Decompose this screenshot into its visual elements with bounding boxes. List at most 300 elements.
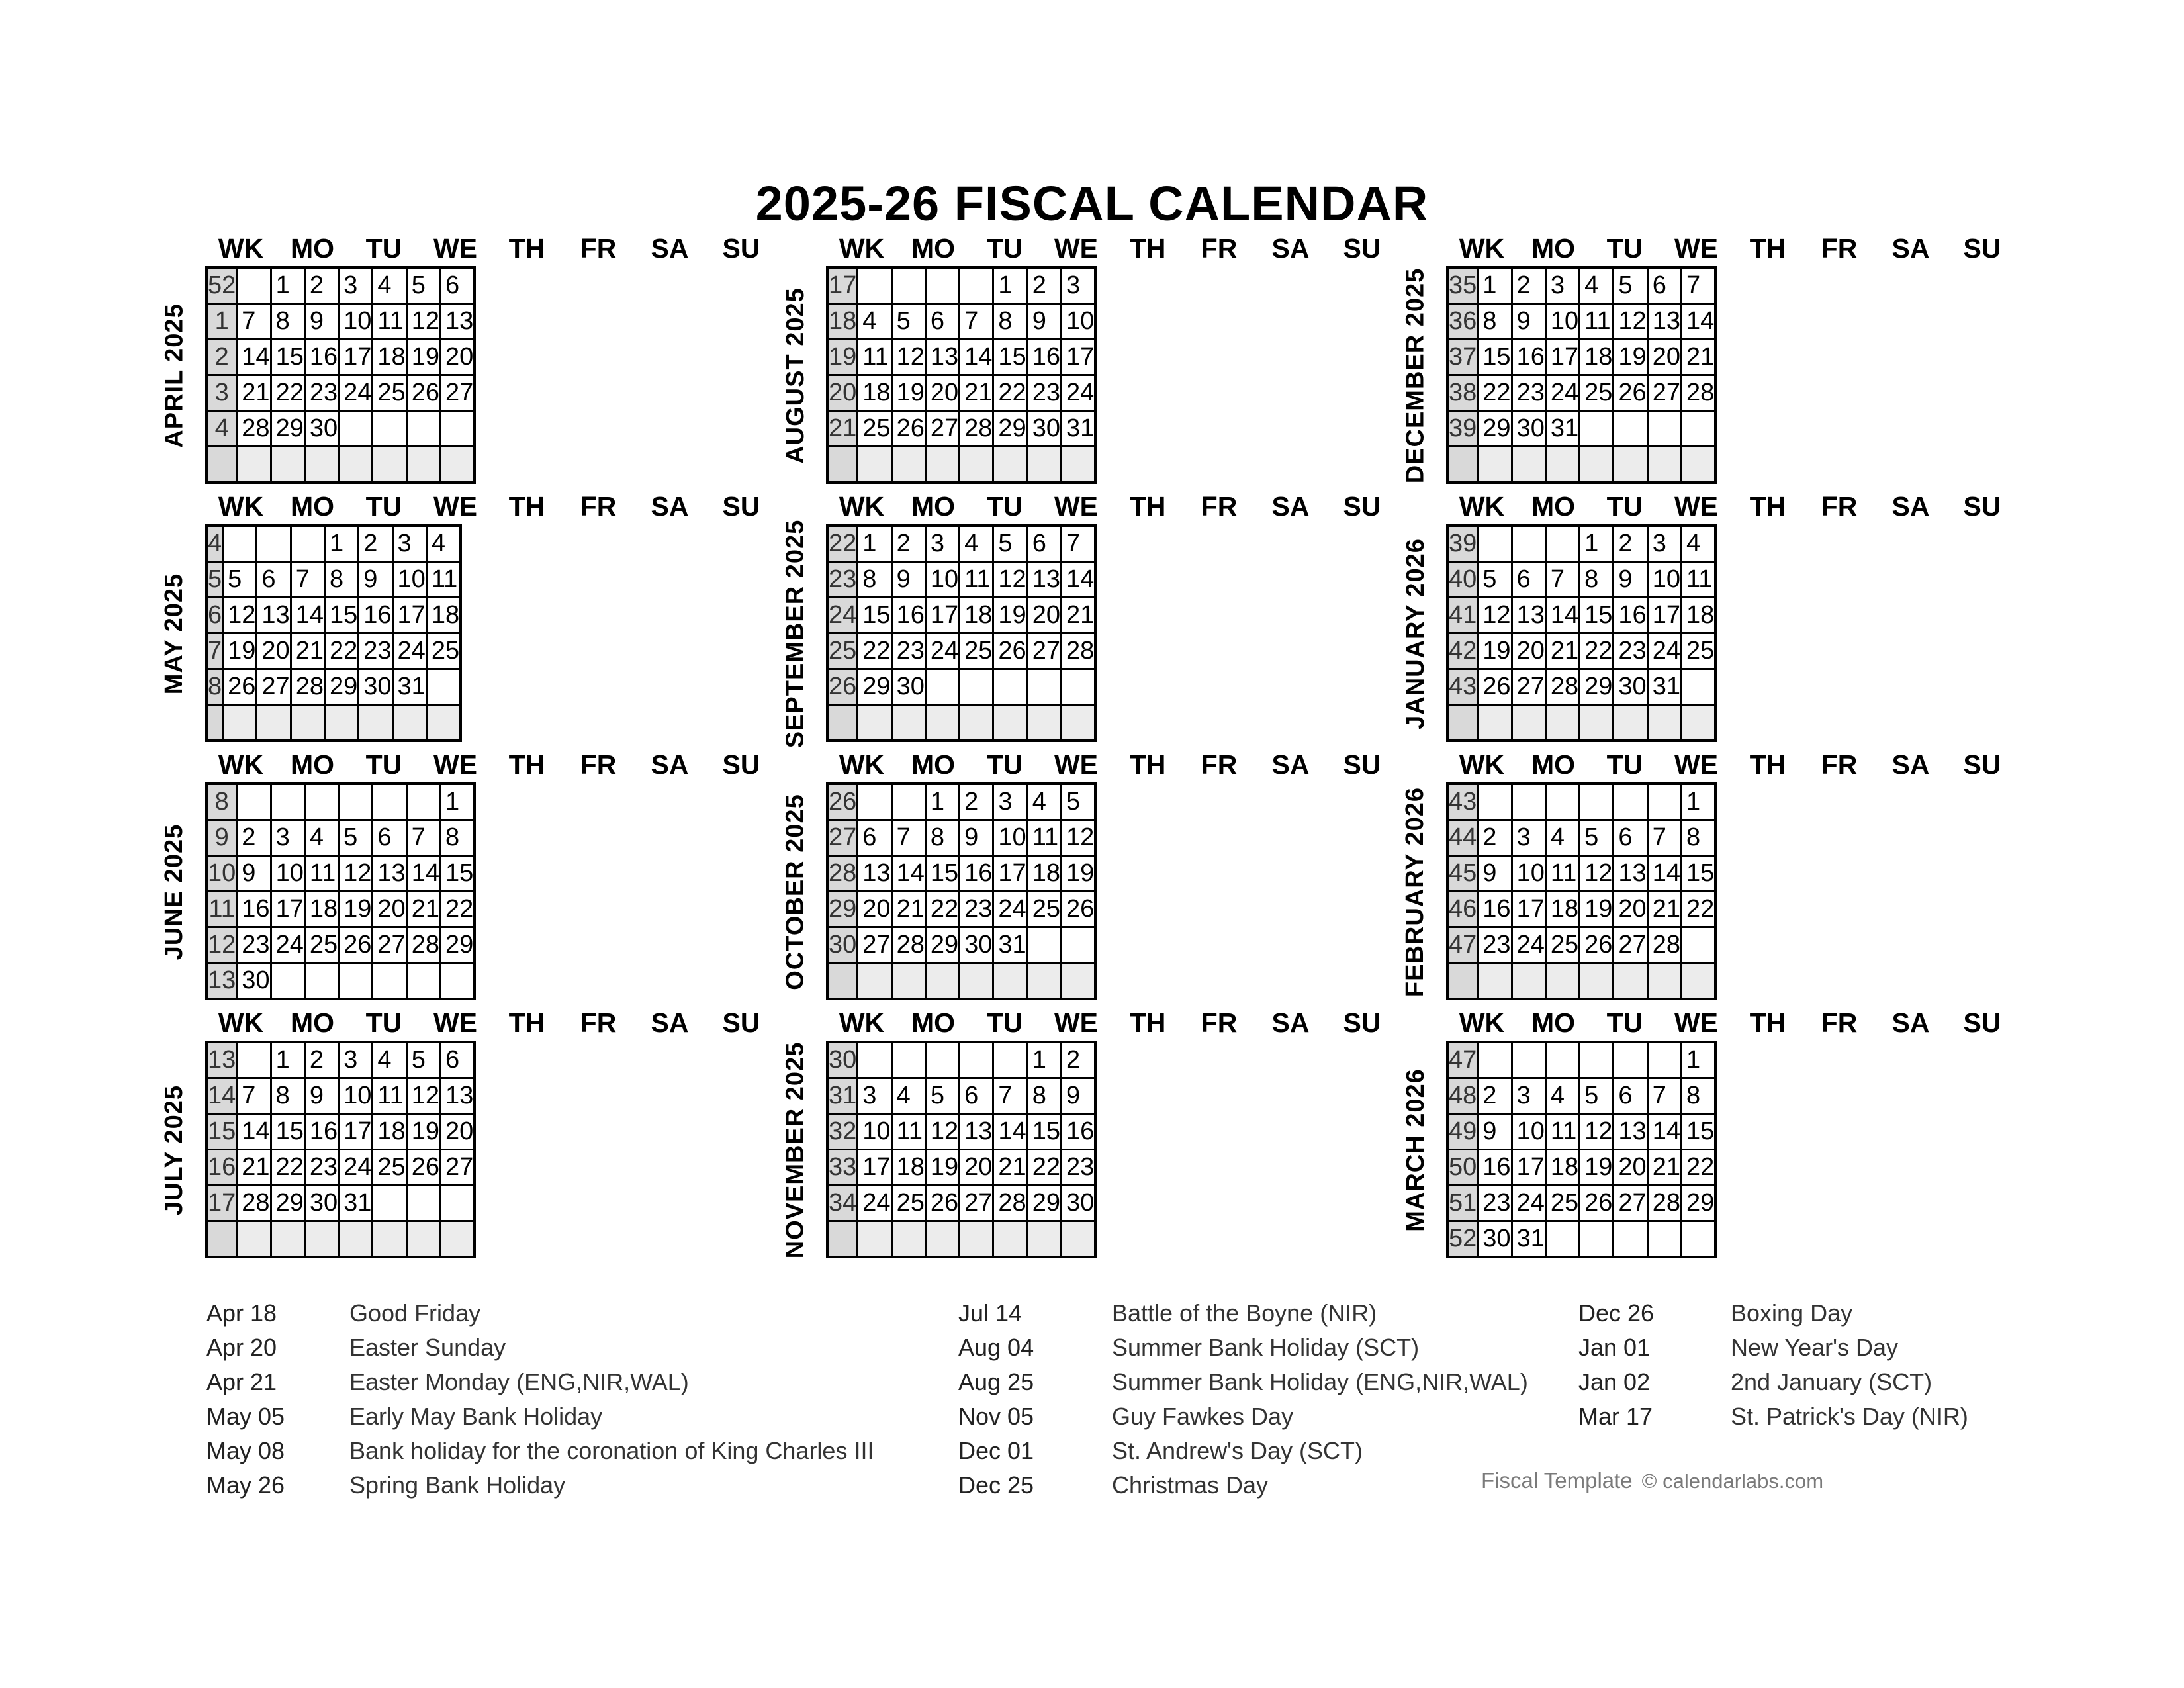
day-cell: 22 [993,375,1027,411]
day-cell [1614,1042,1647,1078]
day-cell: 28 [891,927,925,963]
day-cell [891,784,925,820]
day-cell: 30 [960,927,993,963]
day-cell: 28 [237,1186,271,1221]
week-number: 43 [1447,669,1478,705]
day-cell: 21 [1647,1150,1681,1186]
day-cell: 17 [1061,340,1095,375]
day-cell [993,1042,1027,1078]
month-table [1446,524,1717,742]
weekday-header: WE [433,749,478,780]
day-cell [426,669,461,705]
day-cell: 23 [891,633,925,669]
holiday-row [1578,1296,1968,1331]
day-cell: 10 [392,562,426,598]
day-cell: 20 [858,892,891,927]
day-cell: 3 [271,820,304,856]
day-cell: 1 [925,784,959,820]
day-cell: 15 [1027,1114,1061,1150]
weekday-header: WK [839,749,885,780]
week-row [1447,1150,1715,1186]
day-cell [1478,963,1512,1000]
day-cell: 31 [1647,669,1681,705]
day-cell [925,963,959,1000]
footer-template-label: Fiscal Template [1481,1468,1633,1493]
weekday-header: TH [1749,233,1786,263]
page-title: 2025-26 FISCAL CALENDAR [755,176,1429,231]
week-row [1447,705,1715,741]
month-table [826,782,1097,1000]
weekday-header-row [205,1006,777,1039]
month-label-wrapper [1396,524,1435,743]
weekday-header: TU [365,749,402,780]
day-cell: 19 [1061,856,1095,892]
day-cell: 11 [1545,1114,1579,1150]
week-number: 43 [1447,784,1478,820]
day-cell: 9 [891,562,925,598]
day-cell: 18 [858,375,891,411]
weekday-header: TU [365,233,402,263]
weekday-header: SA [1271,491,1310,522]
day-cell: 16 [1478,1150,1512,1186]
week-number: 9 [206,820,237,856]
day-cell [1580,411,1614,447]
day-cell: 8 [1681,1078,1715,1114]
holiday-name: Bank holiday for the coronation of King Charles III [349,1437,874,1464]
day-cell: 13 [1614,856,1647,892]
day-cell [960,447,993,483]
day-cell: 17 [1512,892,1545,927]
weekday-header-row [205,232,777,265]
day-cell: 30 [1614,669,1647,705]
day-cell: 22 [925,892,959,927]
weekday-header: FR [1821,749,1858,780]
week-number [206,447,237,483]
day-cell: 17 [339,1114,373,1150]
holiday-row [958,1296,1528,1331]
weekday-header: MO [290,233,335,263]
holiday-row [958,1468,1528,1503]
day-cell: 22 [271,1150,304,1186]
day-cell [1027,705,1061,741]
day-cell: 6 [1614,1078,1647,1114]
day-cell: 18 [1027,856,1061,892]
day-cell: 12 [223,598,257,633]
holiday-row [1578,1399,1968,1434]
day-cell [1614,411,1647,447]
day-cell [440,411,475,447]
weekday-header: SA [1271,233,1310,263]
day-cell: 1 [1681,784,1715,820]
day-cell: 22 [858,633,891,669]
day-cell [925,1042,959,1078]
week-row [206,447,475,483]
week-number: 12 [206,927,237,963]
weekday-header: WK [839,233,885,263]
day-cell [1681,705,1715,741]
holiday-row [206,1331,874,1365]
day-cell [1512,784,1545,820]
day-cell: 1 [1580,526,1614,562]
day-cell: 26 [993,633,1027,669]
holiday-row [958,1365,1528,1399]
day-cell: 17 [339,340,373,375]
weekday-header: SU [1343,1008,1381,1038]
day-cell: 29 [993,411,1027,447]
weekday-header: SA [651,233,689,263]
week-row [206,1114,475,1150]
day-cell [440,1221,475,1258]
day-cell: 7 [1061,526,1095,562]
week-row [206,963,475,1000]
day-cell: 13 [925,340,959,375]
weekday-header: TU [1606,233,1643,263]
week-row [827,447,1095,483]
day-cell: 29 [1580,669,1614,705]
holiday-date: May 08 [206,1437,285,1464]
day-cell: 3 [993,784,1027,820]
holiday-name: Battle of the Boyne (NIR) [1112,1299,1377,1327]
day-cell: 1 [324,526,358,562]
week-number: 5 [206,562,223,598]
weekday-header: WE [1054,233,1099,263]
holiday-name: Guy Fawkes Day [1112,1403,1294,1430]
day-cell: 5 [1061,784,1095,820]
day-cell: 26 [406,1150,440,1186]
holiday-row [206,1468,874,1503]
day-cell: 27 [1512,669,1545,705]
holiday-date: Mar 17 [1578,1403,1653,1430]
day-cell [1614,784,1647,820]
day-cell: 26 [1580,927,1614,963]
month-table [826,1041,1097,1258]
day-cell [1580,1221,1614,1258]
day-cell: 29 [925,927,959,963]
day-cell: 12 [406,1078,440,1114]
weekday-header-row [1446,1006,2018,1039]
day-cell: 17 [858,1150,891,1186]
day-cell: 19 [891,375,925,411]
day-cell: 5 [406,1042,440,1078]
day-cell: 14 [993,1114,1027,1150]
week-row [206,1150,475,1186]
day-cell [1061,705,1095,741]
day-cell: 7 [1545,562,1579,598]
weekday-header-row [826,232,1398,265]
day-cell [993,1221,1027,1258]
day-cell: 18 [373,340,406,375]
footer [1481,1468,1823,1493]
weekday-header: FR [1821,1008,1858,1038]
day-cell: 23 [1478,1186,1512,1221]
weekday-header: FR [1821,233,1858,263]
week-row [206,526,461,562]
weekday-header-row [826,1006,1398,1039]
week-row [827,820,1095,856]
weekday-header: WK [839,1008,885,1038]
week-number: 19 [827,340,858,375]
week-number: 26 [827,669,858,705]
day-cell [960,963,993,1000]
weekday-header: WK [1459,491,1505,522]
day-cell: 16 [1027,340,1061,375]
day-cell: 17 [392,598,426,633]
day-cell: 4 [373,1042,406,1078]
day-cell: 7 [1681,267,1715,304]
week-number: 23 [827,562,858,598]
day-cell: 15 [993,340,1027,375]
day-cell [1027,963,1061,1000]
day-cell: 12 [925,1114,959,1150]
day-cell [1580,963,1614,1000]
holiday-date: Dec 25 [958,1472,1034,1499]
week-number [1447,705,1478,741]
day-cell: 2 [891,526,925,562]
day-cell: 10 [1512,1114,1545,1150]
week-number: 40 [1447,562,1478,598]
day-cell [960,267,993,304]
week-row [1447,963,1715,1000]
day-cell: 17 [1512,1150,1545,1186]
weekday-header: SU [1963,491,2001,522]
day-cell [359,705,392,741]
day-cell: 8 [1478,304,1512,340]
week-number: 45 [1447,856,1478,892]
day-cell [1580,1042,1614,1078]
day-cell [858,963,891,1000]
day-cell: 22 [324,633,358,669]
holiday-name: Good Friday [349,1299,481,1327]
week-number [1447,447,1478,483]
day-cell: 1 [1478,267,1512,304]
week-number: 13 [206,1042,237,1078]
day-cell: 25 [1681,633,1715,669]
day-cell: 25 [1027,892,1061,927]
day-cell: 24 [925,633,959,669]
week-number: 47 [1447,1042,1478,1078]
day-cell [406,963,440,1000]
day-cell: 6 [440,267,475,304]
week-row [1447,1042,1715,1078]
week-row [827,927,1095,963]
day-cell: 2 [1478,1078,1512,1114]
day-cell: 16 [1512,340,1545,375]
month-label-wrapper [776,266,815,485]
week-row [1447,267,1715,304]
day-cell: 25 [373,1150,406,1186]
day-cell: 17 [1545,340,1579,375]
day-cell: 4 [1580,267,1614,304]
holiday-date: Apr 21 [206,1368,277,1395]
week-row [206,304,475,340]
day-cell [1647,705,1681,741]
weekday-header: TH [1749,1008,1786,1038]
week-number: 17 [206,1186,237,1221]
week-number: 36 [1447,304,1478,340]
day-cell [373,447,406,483]
day-cell [891,1042,925,1078]
day-cell [891,705,925,741]
day-cell: 8 [1027,1078,1061,1114]
day-cell: 21 [1647,892,1681,927]
day-cell [440,1186,475,1221]
day-cell: 22 [1478,375,1512,411]
week-row [206,267,475,304]
day-cell [271,963,304,1000]
weekday-header: SU [1963,749,2001,780]
day-cell [291,526,324,562]
day-cell: 10 [1545,304,1579,340]
week-number: 34 [827,1186,858,1221]
day-cell: 15 [1478,340,1512,375]
day-cell: 1 [858,526,891,562]
day-cell: 13 [373,856,406,892]
day-cell: 6 [440,1042,475,1078]
day-cell [1647,1042,1681,1078]
day-cell [925,669,959,705]
day-cell: 2 [960,784,993,820]
day-cell: 24 [1512,1186,1545,1221]
day-cell: 25 [1545,1186,1579,1221]
day-cell: 20 [1647,340,1681,375]
day-cell: 31 [993,927,1027,963]
day-cell [891,963,925,1000]
day-cell: 31 [1545,411,1579,447]
weekday-header: WK [218,1008,264,1038]
week-number: 2 [206,340,237,375]
weekday-header: WE [433,491,478,522]
weekday-header: TH [1129,233,1166,263]
day-cell: 16 [237,892,271,927]
day-cell: 14 [891,856,925,892]
day-cell: 28 [1061,633,1095,669]
week-row [206,820,475,856]
weekday-header: SA [1271,1008,1310,1038]
day-cell [891,267,925,304]
holiday-column [206,1296,874,1503]
holiday-name: Summer Bank Holiday (SCT) [1112,1334,1420,1361]
day-cell: 17 [271,892,304,927]
day-cell: 24 [1647,633,1681,669]
weekday-header: MO [1531,491,1576,522]
day-cell: 29 [1027,1186,1061,1221]
day-cell: 10 [993,820,1027,856]
day-cell: 7 [406,820,440,856]
day-cell: 10 [339,304,373,340]
week-number: 14 [206,1078,237,1114]
holiday-date: Aug 04 [958,1334,1034,1361]
week-row [206,340,475,375]
day-cell: 19 [1580,1150,1614,1186]
day-cell [925,705,959,741]
day-cell: 5 [891,304,925,340]
day-cell: 24 [339,1150,373,1186]
day-cell: 15 [1580,598,1614,633]
day-cell [1027,927,1061,963]
week-row [206,784,475,820]
month-label-wrapper [1396,1041,1435,1259]
day-cell: 19 [1614,340,1647,375]
day-cell: 22 [1027,1150,1061,1186]
day-cell: 9 [1027,304,1061,340]
week-number: 32 [827,1114,858,1150]
weekday-header: TU [365,491,402,522]
day-cell [1478,447,1512,483]
day-cell [1061,927,1095,963]
week-number: 27 [827,820,858,856]
day-cell: 25 [426,633,461,669]
day-cell: 3 [1512,1078,1545,1114]
weekday-header: WK [1459,1008,1505,1038]
day-cell: 31 [339,1186,373,1221]
day-cell: 27 [1647,375,1681,411]
weekday-header: TH [1129,749,1166,780]
week-number: 30 [827,1042,858,1078]
week-number: 29 [827,892,858,927]
day-cell: 1 [1027,1042,1061,1078]
day-cell: 9 [1614,562,1647,598]
day-cell: 15 [324,598,358,633]
week-row [1447,562,1715,598]
day-cell: 21 [406,892,440,927]
day-cell: 12 [1478,598,1512,633]
week-row [206,705,461,741]
day-cell: 10 [1061,304,1095,340]
day-cell [223,705,257,741]
week-row [206,892,475,927]
day-cell: 16 [1061,1114,1095,1150]
day-cell: 20 [373,892,406,927]
day-cell: 26 [891,411,925,447]
day-cell [1681,669,1715,705]
day-cell: 12 [406,304,440,340]
month-label: JANUARY 2026 [1401,538,1430,729]
weekday-header: FR [580,749,617,780]
week-row [827,267,1095,304]
day-cell: 16 [304,1114,338,1150]
week-number: 39 [1447,526,1478,562]
day-cell: 25 [858,411,891,447]
week-row [206,927,475,963]
day-cell: 7 [960,304,993,340]
day-cell: 11 [1545,856,1579,892]
week-row [1447,340,1715,375]
weekday-header: FR [1201,1008,1238,1038]
holiday-row [206,1434,874,1468]
weekday-header: SU [722,233,760,263]
week-number: 6 [206,598,223,633]
day-cell: 3 [339,267,373,304]
month-table [1446,266,1717,484]
day-cell: 21 [1681,340,1715,375]
day-cell: 13 [440,304,475,340]
week-number: 7 [206,633,223,669]
month-label-wrapper [776,519,815,748]
day-cell [993,963,1027,1000]
week-row [827,856,1095,892]
day-cell: 21 [960,375,993,411]
holiday-name: 2nd January (SCT) [1731,1368,1933,1395]
day-cell [339,784,373,820]
day-cell: 12 [1061,820,1095,856]
day-cell: 11 [426,562,461,598]
day-cell: 27 [960,1186,993,1221]
day-cell [1061,447,1095,483]
week-row [827,705,1095,741]
week-row [206,669,461,705]
day-cell: 2 [1614,526,1647,562]
day-cell: 5 [1580,1078,1614,1114]
